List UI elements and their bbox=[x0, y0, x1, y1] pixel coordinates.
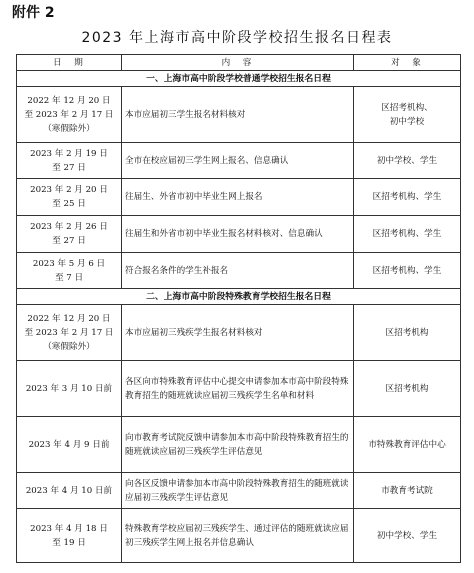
date-cell: 2023 年 4 月 10 日前 bbox=[17, 473, 122, 509]
date-line: （寒假除外） bbox=[43, 123, 95, 134]
date-cell bbox=[17, 143, 122, 179]
content-cell: 各区向市特殊教育评估中心提交申请参加本市高中阶段特殊教育招生的随班就读应届初三残疾学生名单和材料 bbox=[122, 361, 354, 417]
content-cell: 向市教育考试院反馈申请参加本市高中阶段特殊教育招生的随班就读应届初三残疾学生评估意见 bbox=[122, 417, 354, 473]
target-cell: 初中学校、学生 bbox=[354, 143, 461, 179]
table-row bbox=[17, 143, 461, 179]
date-line: 至 2023 年 2 月 17 日 bbox=[24, 327, 114, 338]
date-cell bbox=[17, 179, 122, 216]
target-cell: 初中学校、学生 bbox=[354, 509, 461, 563]
target-cell: 区招考机构 bbox=[354, 305, 461, 361]
content-cell: 往届生和外省市初中毕业生报名材料核对、信息确认 bbox=[122, 216, 354, 253]
target-cell bbox=[354, 87, 461, 143]
date-line: 至 25 日 bbox=[52, 199, 86, 209]
date-line: 2023 年 2 月 19 日 bbox=[30, 148, 108, 159]
content-cell: 向各区反馈申请参加本市高中阶段特殊教育招生的随班就读应届初三残疾学生评估意见 bbox=[122, 473, 354, 509]
date-cell bbox=[17, 253, 122, 289]
target-line: 初中学校 bbox=[389, 116, 425, 127]
section-1-heading: 一、上海市高中阶段学校普通学校招生报名日程 bbox=[17, 71, 461, 87]
content-cell: 本市应届初三学生报名材料核对 bbox=[122, 87, 354, 143]
target-line: 区招考机构、 bbox=[381, 102, 433, 113]
date-line: 至 19 日 bbox=[52, 537, 86, 548]
content-cell: 符合报名条件的学生补报名 bbox=[122, 253, 354, 289]
section-heading-row bbox=[17, 71, 461, 87]
table-row bbox=[17, 216, 461, 253]
table-row bbox=[17, 509, 461, 563]
schedule-table bbox=[16, 54, 461, 563]
date-line: 2023 年 2 月 20 日 bbox=[30, 185, 108, 195]
section-2-heading: 二、上海市高中阶段特殊教育学校招生报名日程 bbox=[17, 289, 461, 305]
table-row bbox=[17, 87, 461, 143]
content-cell: 往届生、外省市初中毕业生网上报名 bbox=[122, 179, 354, 216]
target-cell: 市教育考试院 bbox=[354, 473, 461, 509]
date-line: 2022 年 12 月 20 日 bbox=[27, 95, 111, 106]
date-line: 至 2023 年 2 月 17 日 bbox=[24, 109, 114, 120]
header-content: 内 容 bbox=[122, 55, 354, 71]
target-cell: 市特殊教育评估中心 bbox=[354, 417, 461, 473]
date-line: 2023 年 4 月 18 日 bbox=[30, 523, 108, 534]
table-row bbox=[17, 361, 461, 417]
date-cell bbox=[17, 216, 122, 253]
date-line: 2022 年 12 月 20 日 bbox=[27, 313, 111, 324]
table-row bbox=[17, 305, 461, 361]
target-cell: 区招考机构、学生 bbox=[354, 216, 461, 253]
content-cell: 特殊教育学校应届初三残疾学生、通过评估的随班就读应届初三残疾学生网上报名并信息确认 bbox=[122, 509, 354, 563]
table-header-row bbox=[17, 55, 461, 71]
table-row bbox=[17, 253, 461, 289]
date-cell bbox=[17, 87, 122, 143]
date-line: 至 27 日 bbox=[52, 236, 86, 246]
table-row bbox=[17, 417, 461, 473]
date-line: 至 7 日 bbox=[54, 272, 84, 283]
date-cell bbox=[17, 305, 122, 361]
section-heading-row bbox=[17, 289, 461, 305]
target-cell: 区招考机构 bbox=[354, 361, 461, 417]
date-line: （寒假除外） bbox=[43, 341, 95, 352]
table-row bbox=[17, 179, 461, 216]
content-cell: 全市在校应届初三学生网上报名、信息确认 bbox=[122, 143, 354, 179]
attachment-label: 附件 2 bbox=[12, 5, 55, 21]
date-line: 至 27 日 bbox=[52, 162, 86, 173]
date-cell bbox=[17, 509, 122, 563]
document-title: 2023 年上海市高中阶段学校招生报名日程表 bbox=[81, 30, 393, 46]
date-cell: 2023 年 4 月 9 日前 bbox=[17, 417, 122, 473]
date-line: 2023 年 2 月 26 日 bbox=[30, 222, 108, 232]
header-target: 对 象 bbox=[354, 55, 461, 71]
table-row bbox=[17, 473, 461, 509]
date-cell: 2023 年 3 月 10 日前 bbox=[17, 361, 122, 417]
target-cell: 区招考机构、学生 bbox=[354, 253, 461, 289]
content-cell: 本市应届初三残疾学生报名材料核对 bbox=[122, 305, 354, 361]
header-date: 日 期 bbox=[17, 55, 122, 71]
date-line: 2023 年 5 月 6 日 bbox=[32, 258, 106, 269]
target-cell: 区招考机构、学生 bbox=[354, 179, 461, 216]
